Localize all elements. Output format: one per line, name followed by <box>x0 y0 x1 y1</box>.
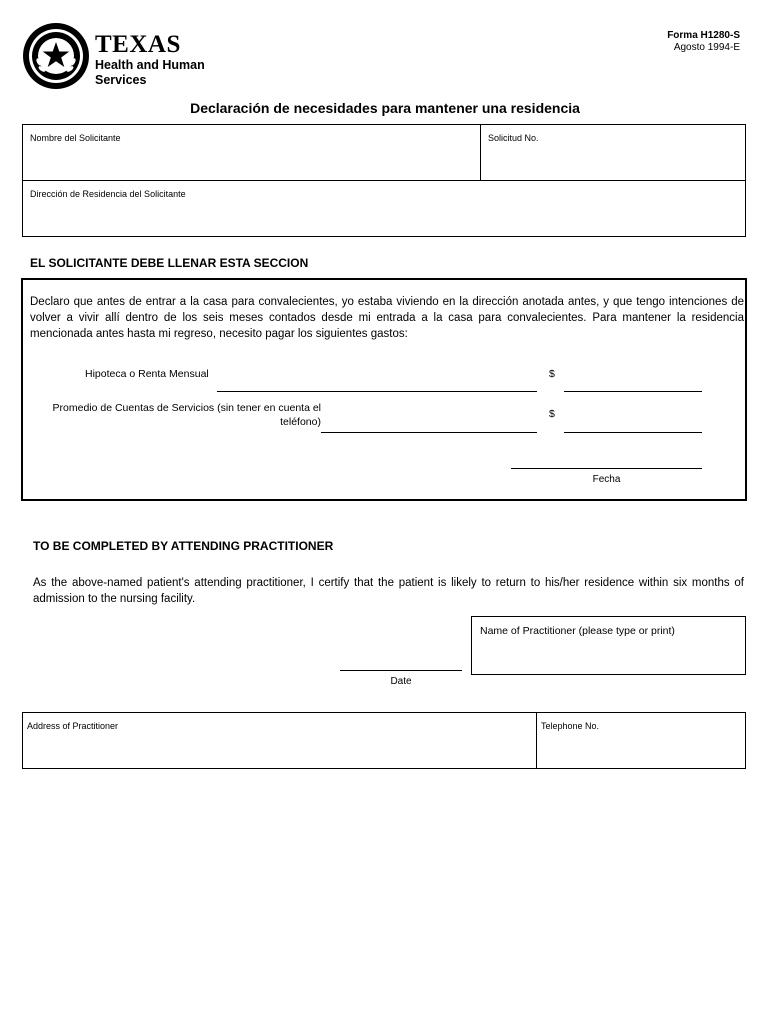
practitioner-date-label: Date <box>390 676 412 687</box>
applicant-name-field[interactable] <box>23 125 481 181</box>
applicant-address-label: Dirección de Residencia del Solicitante <box>30 189 186 199</box>
utilities-amount-line[interactable] <box>564 432 702 433</box>
applicant-section-box <box>21 278 747 501</box>
agency-logo-text <box>95 32 205 87</box>
utilities-currency: $ <box>549 408 555 420</box>
practitioner-phone-field[interactable] <box>537 713 745 768</box>
utilities-line[interactable] <box>321 432 537 433</box>
form-date: Agosto 1994-E <box>673 42 740 53</box>
applicant-info-box <box>22 124 746 237</box>
logo-title: TEXAS <box>95 31 181 58</box>
form-identifier <box>667 30 740 54</box>
mortgage-currency: $ <box>549 368 555 380</box>
applicant-date-label: Fecha <box>592 474 621 485</box>
practitioner-name-field[interactable] <box>471 616 746 675</box>
applicant-declaration-text: Declaro que antes de entrar a la casa para convalecientes, yo estaba viviendo en la dirección anotada antes, y que tengo intenciones de volver a vivir allí dentro de los seis meses contados desde mi entrada a la casa para convalecientes. Para mantener la residencia mencionada antes hasta mi regreso, necesito pagar los siguientes gastos: <box>30 296 744 340</box>
mortgage-amount-line[interactable] <box>564 391 702 392</box>
practitioner-certification-text: As the above-named patient's attending practitioner, I certify that the patient is likely to return to his/her residence within six months of admission to the nursing facility. <box>33 577 744 605</box>
applicant-address-field[interactable] <box>23 181 745 236</box>
applicant-date-line[interactable] <box>511 468 702 469</box>
document-title: Declaración de necesidades para mantener una residencia <box>190 100 580 116</box>
practitioner-address-label: Address of Practitioner <box>27 721 119 731</box>
practitioner-section-heading: TO BE COMPLETED BY ATTENDING PRACTITIONER <box>33 539 334 553</box>
applicant-section-heading: EL SOLICITANTE DEBE LLENAR ESTA SECCION <box>30 256 309 270</box>
request-number-label: Solicitud No. <box>488 133 539 143</box>
applicant-name-label: Nombre del Solicitante <box>30 133 121 143</box>
mortgage-line[interactable] <box>217 391 537 392</box>
texas-seal-logo <box>22 22 90 90</box>
logo-subtitle-1: Health and Human <box>95 58 205 72</box>
practitioner-contact-box <box>22 712 746 769</box>
mortgage-label: Hipoteca o Renta Mensual <box>85 368 209 380</box>
utilities-label <box>33 401 321 429</box>
practitioner-phone-label: Telephone No. <box>541 721 600 731</box>
utilities-label-line-1: Promedio de Cuentas de Servicios (sin tener en cuenta el <box>52 402 321 414</box>
practitioner-name-label: Name of Practitioner (please type or print) <box>480 625 675 637</box>
utilities-label-line-2: teléfono) <box>280 416 321 428</box>
form-number: Forma H1280-S <box>667 30 740 41</box>
practitioner-address-field[interactable] <box>23 713 537 768</box>
request-number-field[interactable] <box>481 125 745 181</box>
logo-subtitle-2: Services <box>95 73 147 87</box>
practitioner-date-line[interactable] <box>340 670 462 671</box>
